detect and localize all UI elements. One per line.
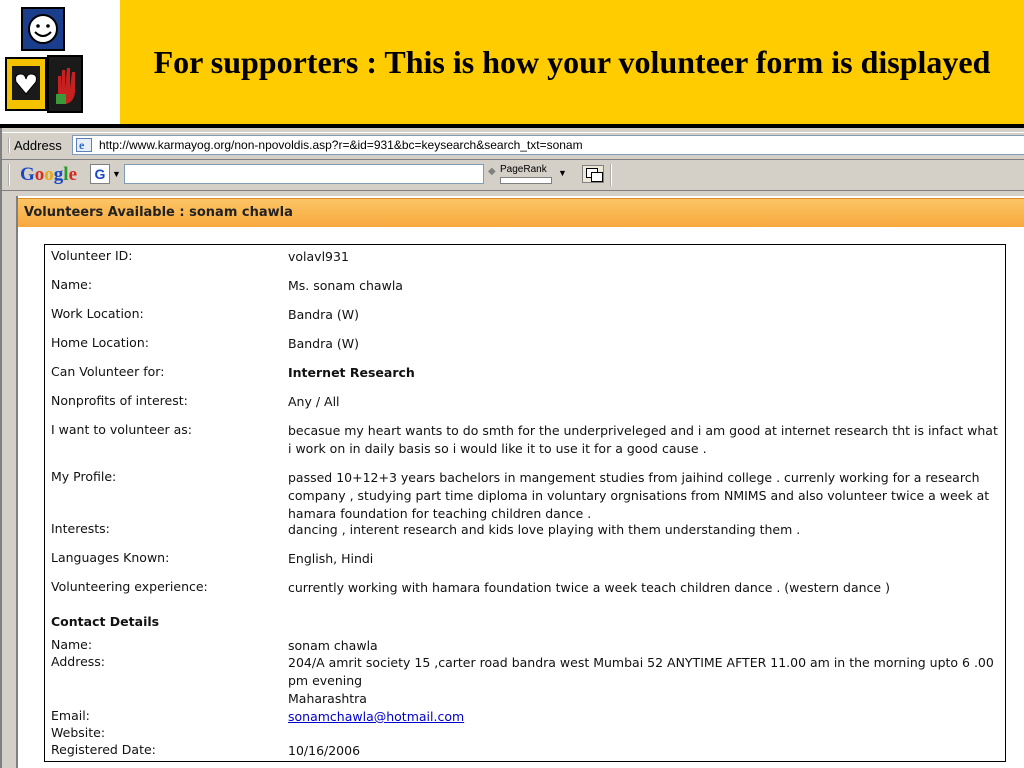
toolbar-separator-icon: ◆: [488, 166, 496, 177]
field-value: becasue my heart wants to do smth for the underpriveleged and i am good at internet research tht is infact what i work on in daily basis so i would like it to use it for a good cause .: [288, 423, 998, 456]
field-value: dancing , interent research and kids love playing with them understanding them .: [288, 522, 801, 537]
field-label: Name:: [51, 637, 93, 652]
field-label: Registered Date:: [51, 742, 156, 757]
field-label: Work Location:: [51, 306, 144, 321]
chevron-down-icon: ▼: [112, 169, 121, 179]
popup-blocker-icon[interactable]: [582, 165, 604, 183]
field-value: Ms. sonam chawla: [288, 278, 403, 293]
ie-page-icon: [76, 138, 92, 152]
field-value: Any / All: [288, 394, 340, 409]
field-value: English, Hindi: [288, 551, 374, 566]
page-heading-band: [18, 198, 1024, 227]
google-logo: Google: [20, 164, 77, 185]
field-label: I want to volunteer as:: [51, 422, 193, 437]
field-label: Email:: [51, 708, 90, 723]
volunteer-details-table: [44, 244, 1006, 762]
field-value: currently working with hamara foundation twice a week teach children dance . (western dance ): [288, 580, 890, 595]
url-text: http://www.karmayog.org/non-npovoldis.asp?r=&id=931&bc=keysearch&search_txt=sonam: [99, 138, 583, 152]
field-value: 10/16/2006: [288, 743, 361, 758]
contact-details-heading: Contact Details: [51, 614, 160, 629]
field-label: Languages Known:: [51, 550, 170, 565]
field-label: Website:: [51, 725, 106, 740]
toolbar-grip[interactable]: [8, 164, 13, 186]
karmayog-logo: [0, 0, 120, 124]
field-label: Name:: [51, 277, 93, 292]
title-band: [120, 0, 1024, 124]
google-g-icon: G: [90, 164, 110, 184]
google-search-input[interactable]: [124, 164, 484, 184]
field-label: Volunteering experience:: [51, 579, 208, 594]
field-value: 204/A amrit society 15 ,carter road bandra west Mumbai 52 ANYTIME AFTER 11.00 am in the morning upto 6 .00 pm evening: [288, 655, 994, 688]
google-toolbar: [2, 160, 1024, 191]
field-label: Volunteer ID:: [51, 248, 133, 263]
email-link[interactable]: sonamchawla@hotmail.com: [288, 709, 465, 724]
field-value: volavl931: [288, 249, 349, 264]
page-viewport: [16, 196, 1024, 768]
slide-title: For supporters : This is how your volunteer form is displayed: [153, 44, 991, 80]
field-label: Can Volunteer for:: [51, 364, 165, 379]
field-label: Nonprofits of interest:: [51, 393, 188, 408]
field-value: sonam chawla: [288, 638, 378, 653]
svg-text:e: e: [79, 138, 85, 152]
page-heading: Volunteers Available : sonam chawla: [24, 205, 293, 220]
pagerank-button[interactable]: [498, 164, 572, 186]
pagerank-label: PageRank: [500, 164, 547, 175]
google-menu-button[interactable]: [90, 164, 122, 184]
chevron-down-icon: ▼: [558, 168, 567, 178]
field-value-wrapper: [288, 708, 998, 726]
field-value: Internet Research: [288, 365, 415, 380]
field-label: Address:: [51, 654, 105, 669]
field-label: My Profile:: [51, 469, 117, 484]
field-label: Interests:: [51, 521, 110, 536]
field-label: Home Location:: [51, 335, 149, 350]
field-value: Bandra (W): [288, 307, 359, 322]
field-value: Bandra (W): [288, 336, 359, 351]
pagerank-meter: [500, 177, 552, 184]
field-value: passed 10+12+3 years bachelors in mangement studies from jaihind college . currenly working for a research company , studying part time diploma in voluntary orgnisations from NMIMS and also volunteer twice a week at hamara foundation for teaching children dance .: [288, 470, 990, 521]
slide-header: [0, 0, 1024, 124]
address-bar: [2, 132, 1024, 160]
field-value: Maharashtra: [288, 691, 367, 706]
address-input[interactable]: [72, 135, 1024, 155]
address-label: Address: [8, 138, 62, 153]
browser-window: [0, 128, 1024, 768]
toolbar-end-separator: [610, 164, 612, 186]
